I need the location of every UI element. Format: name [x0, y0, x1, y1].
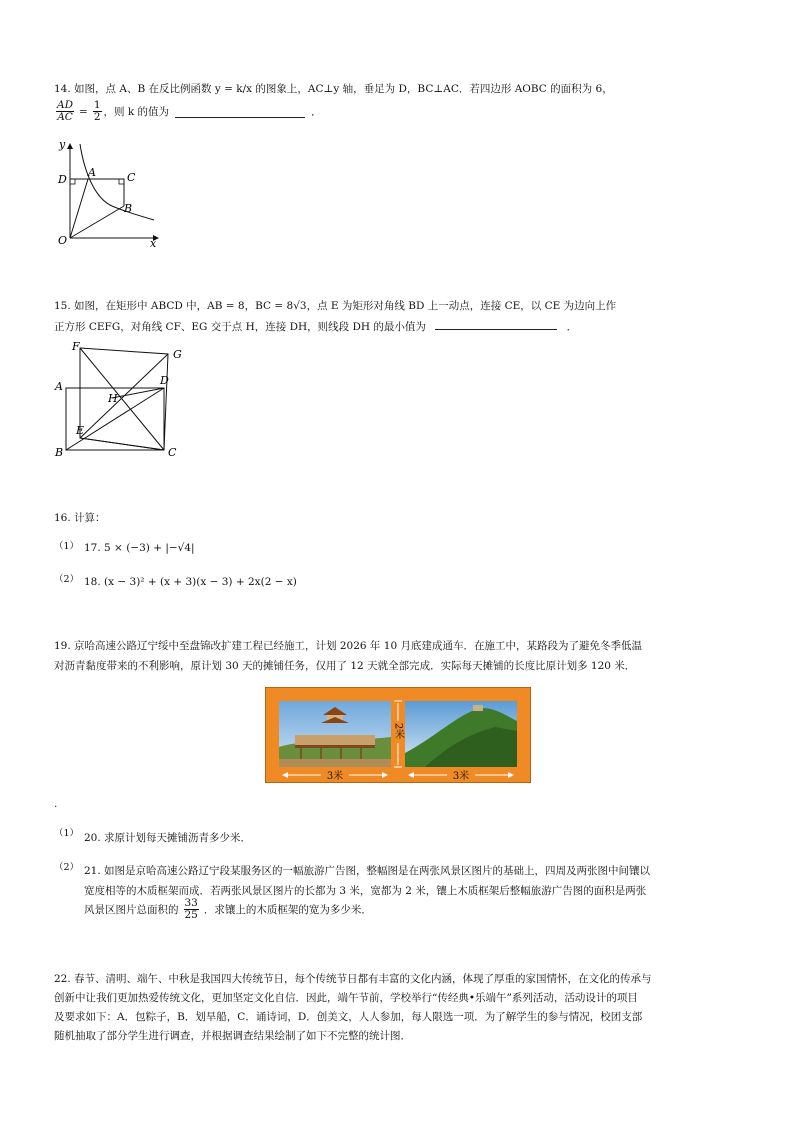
q19-part2-line-2: 宽度相等的木质框架而成．若两张风景区图片的长都为 3 米，宽都为 2 米，镶上木质框架后整幅旅游广告图的面积是两张 — [84, 885, 647, 897]
q19-left-width-label: 3米 — [326, 771, 344, 782]
q15-label-F: F — [72, 340, 80, 353]
q14-figure — [50, 138, 170, 250]
q14-hyperbola — [80, 144, 154, 220]
q19-area-ratio-fraction — [184, 898, 199, 921]
q22-line-3: 及要求如下：A．包粽子，B．划旱船，C．诵诗词，D．创美文，人人参加，每人限选一项．为了解学生的参与情况，校团支部 — [54, 1011, 643, 1023]
q15-line-1: 15. 如图，在矩形中 ABCD 中，AB = 8，BC = 8√3，点 E 为矩形对角线 BD 上一动点，连接 CE，以 CE 为边向上作 — [54, 300, 617, 312]
q15-label-G: G — [173, 348, 182, 361]
q14-label-x: x — [150, 237, 157, 250]
q15-label-B: B — [55, 446, 64, 459]
q14-label-O: O — [58, 234, 68, 247]
q19-right-width-label: 3米 — [452, 771, 470, 782]
q19-line-2: 对沥青黏度带来的不利影响，原计划 30 天的摊铺任务，仅用了 12 天就全部完成．实际每天摊铺的长度比原计划多 120 米． — [54, 660, 636, 672]
q15-answer-blank — [435, 318, 557, 330]
q16-part2-number: （2） — [54, 574, 80, 585]
q15-label-H: H — [108, 392, 118, 405]
q14-half-numerator: 1 — [93, 99, 101, 111]
q15-label-E: E — [76, 424, 85, 437]
q19-area-ratio-denominator: 25 — [184, 909, 198, 922]
q19-part1-number: （1） — [54, 828, 80, 839]
q14-equals: = — [79, 105, 88, 118]
q19-left-scenery-photo — [279, 701, 391, 767]
q22-line-2: 创新中让我们更加热爱传统文化，更加坚定文化自信．因此，端午节前，学校举行“传经典•乐端午”系列活动，活动设计的项目 — [54, 992, 638, 1004]
q19-part2-line-3 — [84, 898, 372, 921]
q14-answer-blank — [175, 106, 305, 118]
q19-part2-number: （2） — [54, 862, 80, 873]
q19-height-label: 2米 — [392, 722, 404, 740]
q19-part2-line-3-b: ．求镶上的木质框架的宽为多少米． — [203, 904, 372, 917]
q22-line-4: 随机抽取了部分学生进行调查，并根据调查结果绘制了如下不完整的统计图． — [54, 1030, 411, 1042]
q14-question-text: ，则 k 的值为 — [103, 106, 170, 119]
q19-area-ratio-numerator: 33 — [184, 897, 198, 909]
q14-ratio-denominator: AC — [57, 111, 73, 124]
q15-label-D: D — [160, 374, 169, 387]
q14-line-1: 14. 如图，点 A、B 在反比例函数 y = k/x 的图象上，AC⊥y 轴，垂足为 D，BC⊥AC．若四边形 AOBC 的面积为 6， — [54, 83, 613, 95]
q19-line-1: 19. 京哈高速公路辽宁绥中至盘锦改扩建工程已经施工，计划 2026 年 10 月底建成通车．在施工中，某路段为了避免冬季低温 — [54, 640, 642, 652]
q19-part2-line-1: 21. 如图是京哈高速公路辽宁段某服务区的一幅旅游广告图，整幅图是在两张风景区图片的基础上，四周及两张图中间镶以 — [84, 865, 651, 877]
q19-billboard-figure — [265, 687, 531, 783]
q14-label-y: y — [59, 138, 66, 151]
q14-ratio-fraction — [56, 100, 74, 123]
q19-part1-text: 20. 求原计划每天摊铺沥青多少米． — [84, 832, 252, 844]
q15-question-text: 正方形 CEFG，对角线 CF、EG 交于点 H，连接 DH，则线段 DH 的最小值为 — [54, 321, 426, 333]
q14-ratio-numerator: AD — [57, 99, 74, 111]
q14-half-denominator: 2 — [93, 111, 101, 124]
q15-diagonal-CF — [80, 348, 164, 450]
q16-part1-expression: 17. 5 × (−3) + |−√4| — [84, 542, 195, 554]
q15-figure — [52, 340, 192, 460]
q15-label-A: A — [55, 380, 63, 393]
q14-label-B: B — [124, 202, 133, 215]
q14-label-D: D — [58, 173, 67, 186]
q14-right-angle-C — [119, 179, 124, 184]
q19-right-scenery-photo — [405, 701, 517, 767]
q14-label-C: C — [127, 171, 136, 184]
q16-part1-number: （1） — [54, 541, 80, 552]
q16-part2-expression: 18. (x − 3)² + (x + 3)(x − 3) + 2x(2 − x) — [84, 576, 297, 588]
q14-period: ． — [311, 106, 322, 119]
q14-line-2 — [54, 100, 322, 123]
q14-label-A: A — [88, 166, 96, 179]
q14-right-angle-D — [70, 179, 75, 184]
q19-stray-dot: . — [54, 798, 58, 810]
q15-segment-CE — [80, 438, 164, 450]
q16-title: 16. 计算： — [54, 512, 106, 524]
q15-line-2 — [54, 318, 577, 334]
q19-part2-line-3-a: 风景区图片总面积的 — [84, 904, 179, 917]
q14-half-fraction — [93, 100, 102, 123]
q15-label-C: C — [168, 446, 177, 459]
q15-period: ． — [566, 321, 578, 333]
q22-line-1: 22. 春节、清明、端午、中秋是我国四大传统节日，每个传统节日都有丰富的文化内涵，体现了厚重的家国情怀，在文化的传承与 — [54, 973, 652, 985]
